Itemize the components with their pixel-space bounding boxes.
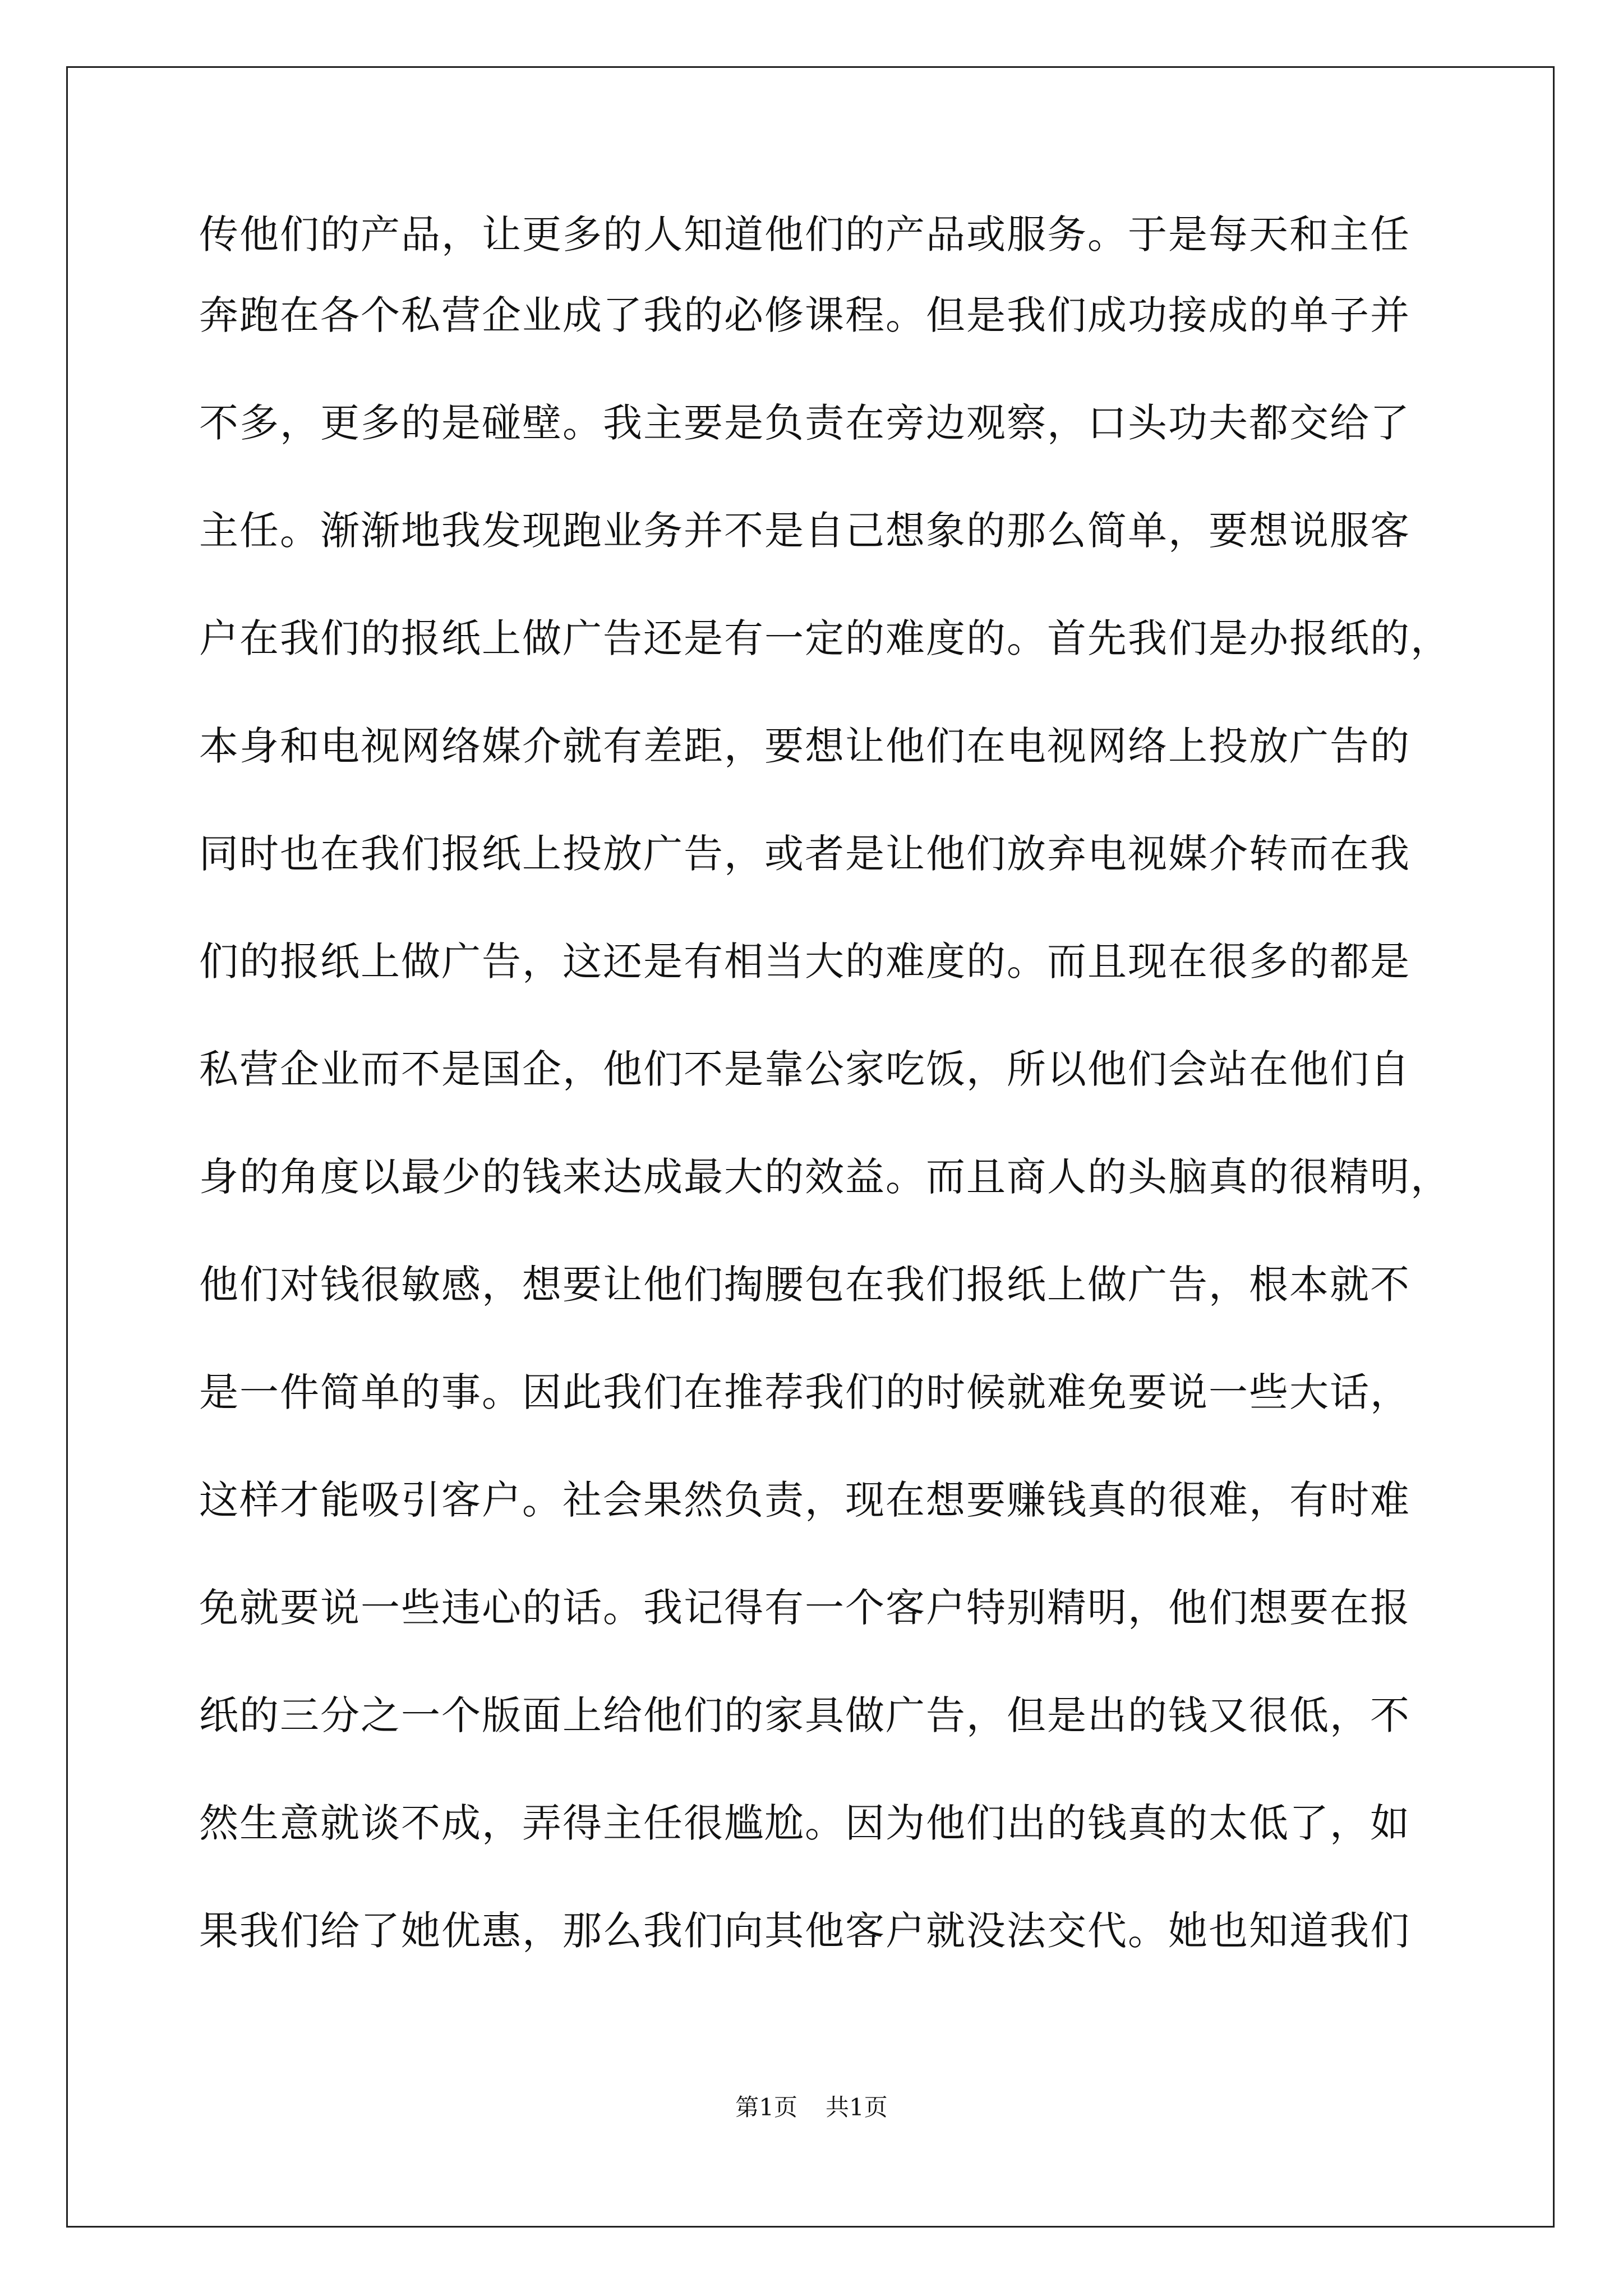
page-number: 第1页 [735, 2093, 797, 2121]
text-line: 这样才能吸引客户。社会果然负责，现在想要赚钱真的很难，有时难 [199, 1477, 1410, 1523]
text-line: 传他们的产品，让更多的人知道他们的产品或服务。于是每天和主任 [199, 211, 1410, 257]
text-line: 本身和电视网络媒介就有差距，要想让他们在电视网络上投放广告的 [199, 723, 1410, 769]
text-line: 户在我们的报纸上做广告还是有一定的难度的。首先我们是办报纸的， [199, 615, 1451, 661]
text-line: 主任。渐渐地我发现跑业务并不是自己想象的那么简单，要想说服客 [199, 508, 1410, 554]
page-footer [0, 2091, 1623, 2124]
page-total: 共1页 [826, 2093, 888, 2121]
text-line: 们的报纸上做广告，这还是有相当大的难度的。而且现在很多的都是 [199, 938, 1410, 984]
text-line: 奔跑在各个私营企业成了我的必修课程。但是我们成功接成的单子并 [199, 292, 1410, 338]
document-body [199, 208, 1451, 1985]
text-line: 免就要说一些违心的话。我记得有一个客户特别精明，他们想要在报 [199, 1585, 1410, 1631]
text-line: 纸的三分之一个版面上给他们的家具做广告，但是出的钱又很低，不 [199, 1692, 1410, 1738]
text-line: 果我们给了她优惠，那么我们向其他客户就没法交代。她也知道我们 [199, 1908, 1410, 1954]
text-line: 身的角度以最少的钱来达成最大的效益。而且商人的头脑真的很精明， [199, 1154, 1451, 1200]
text-line: 不多，更多的是碰壁。我主要是负责在旁边观察，口头功夫都交给了 [199, 400, 1410, 446]
text-line: 是一件简单的事。因此我们在推荐我们的时候就难免要说一些大话， [199, 1369, 1410, 1415]
text-line: 然生意就谈不成，弄得主任很尴尬。因为他们出的钱真的太低了，如 [199, 1800, 1410, 1846]
text-line: 他们对钱很敏感，想要让他们掏腰包在我们报纸上做广告，根本就不 [199, 1262, 1410, 1308]
text-line: 同时也在我们报纸上投放广告，或者是让他们放弃电视媒介转而在我 [199, 831, 1410, 877]
text-line: 私营企业而不是国企，他们不是靠公家吃饭，所以他们会站在他们自 [199, 1046, 1410, 1092]
